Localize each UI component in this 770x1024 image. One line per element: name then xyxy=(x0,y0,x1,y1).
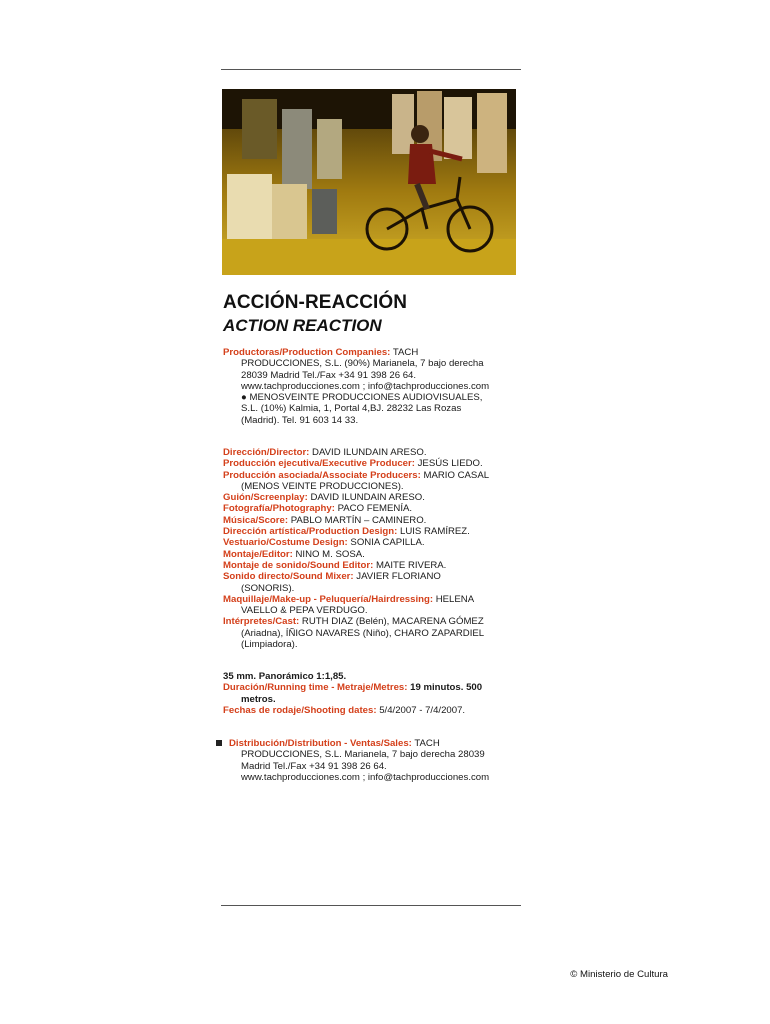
credits-list xyxy=(223,447,523,650)
title-spanish: ACCIÓN-REACCIÓN xyxy=(223,292,408,313)
credit-continuation: (Ariadna), ÍÑIGO NAVARES (Niño), CHARO ZAPARDIEL xyxy=(241,627,485,639)
credit-value: PACO FEMENÍA. xyxy=(337,503,413,515)
credit-value: LUIS RAMÍREZ. xyxy=(400,526,470,538)
credit-continuation: VAELLO & PEPA VERDUGO. xyxy=(241,605,368,617)
credit-value: DAVID ILUNDAIN ARESO. xyxy=(312,447,427,458)
credit-label: Sonido directo/Sound Mixer: xyxy=(223,571,354,583)
credit-label: Guión/Screenplay: xyxy=(223,492,308,504)
credit-label: Maquillaje/Make-up - Peluquería/Hairdressing: xyxy=(223,593,434,605)
title-english: ACTION REACTION xyxy=(223,316,382,335)
title-block xyxy=(223,292,407,336)
film-still-photo xyxy=(222,89,516,275)
companies-line: ● MENOSVEINTE PRODUCCIONES AUDIOVISUALES, xyxy=(241,392,483,404)
companies-line: S.L. (10%) Kalmia, 1, Portal 4,BJ. 28232 Las Rozas xyxy=(241,403,462,415)
companies-line: PRODUCCIONES, S.L. (90%) Marianela, 7 bajo derecha xyxy=(241,358,484,370)
credit-score xyxy=(223,515,523,526)
distribution-label: Distribución/Distribution - Ventas/Sales: xyxy=(229,738,412,749)
credit-label: Dirección/Director: xyxy=(223,447,310,458)
distribution-line: www.tachproducciones.com ; info@tachproducciones.com xyxy=(241,771,490,783)
credit-cast xyxy=(223,616,523,627)
credit-costume xyxy=(223,537,523,548)
credit-makeup xyxy=(223,594,523,605)
companies-label: Productoras/Production Companies: xyxy=(223,347,391,358)
distribution-line: TACH xyxy=(414,738,440,749)
credit-exec-producer xyxy=(223,458,523,469)
distribution-info xyxy=(223,738,523,783)
credit-production-design xyxy=(223,526,523,537)
credit-label: Dirección artística/Production Design: xyxy=(223,526,398,538)
production-companies xyxy=(223,347,523,426)
shooting-dates-label: Fechas de rodaje/Shooting dates: xyxy=(223,704,377,716)
distribution-line: Madrid Tel./Fax +34 91 398 26 64. xyxy=(241,760,387,772)
technical-info xyxy=(223,671,523,716)
credit-value: RUTH DIAZ (Belén), MACARENA GÓMEZ xyxy=(301,616,484,628)
credit-label: Música/Score: xyxy=(223,514,289,526)
credit-label: Producción ejecutiva/Executive Producer: xyxy=(223,458,415,470)
companies-line: www.tachproducciones.com ; info@tachproducciones.com xyxy=(241,380,490,392)
credit-director xyxy=(223,447,523,458)
credit-sound-mixer xyxy=(223,571,523,582)
credit-continuation: (Limpiadora). xyxy=(241,639,298,651)
credit-continuation: (SONORIS). xyxy=(241,582,295,594)
companies-line: (Madrid). Tel. 91 603 14 33. xyxy=(241,414,359,426)
distribution-line: PRODUCCIONES, S.L. Marianela, 7 bajo derecha 28039 xyxy=(241,749,485,761)
credit-label: Montaje/Editor: xyxy=(223,548,293,560)
credit-photography xyxy=(223,503,523,514)
credit-value: JAVIER FLORIANO xyxy=(356,571,441,583)
credit-label: Vestuario/Costume Design: xyxy=(223,537,348,549)
format: 35 mm. Panorámico 1:1,85. xyxy=(223,671,347,682)
credit-assoc-producers xyxy=(223,470,523,481)
running-time-value: 19 minutos. 500 xyxy=(410,682,483,694)
credit-value: NINO M. SOSA. xyxy=(295,548,365,560)
footer-copyright: © Ministerio de Cultura xyxy=(570,969,668,980)
credit-value: MAITE RIVERA. xyxy=(375,559,447,571)
credit-value: DAVID ILUNDAIN ARESO. xyxy=(310,492,425,504)
credit-continuation: (MENOS VEINTE PRODUCCIONES). xyxy=(241,480,404,492)
companies-line: 28039 Madrid Tel./Fax +34 91 398 26 64. xyxy=(241,369,417,381)
bottom-rule xyxy=(221,905,521,906)
film-still-bicycle-icon xyxy=(222,89,516,275)
credit-editor xyxy=(223,549,523,560)
top-rule xyxy=(221,69,521,70)
shooting-dates-value: 5/4/2007 - 7/4/2007. xyxy=(379,704,466,716)
credit-label: Fotografía/Photography: xyxy=(223,503,335,515)
credit-sound-editor xyxy=(223,560,523,571)
credit-value: PABLO MARTÍN – CAMINERO. xyxy=(290,514,427,526)
credit-label: Producción asociada/Associate Producers: xyxy=(223,469,421,481)
credit-value: HELENA xyxy=(435,593,475,605)
running-time-continuation: metros. xyxy=(241,693,276,705)
credit-screenplay xyxy=(223,492,523,503)
bullet-square-icon xyxy=(216,740,222,746)
credit-label: Intérpretes/Cast: xyxy=(223,616,300,628)
credit-value: JESÚS LIEDO. xyxy=(417,458,483,470)
credit-value: MARIO CASAL xyxy=(423,469,490,481)
credit-value: SONIA CAPILLA. xyxy=(350,537,425,549)
companies-line: TACH xyxy=(392,347,419,358)
running-time-label: Duración/Running time - Metraje/Metres: xyxy=(223,682,408,694)
credit-label: Montaje de sonido/Sound Editor: xyxy=(223,559,374,571)
